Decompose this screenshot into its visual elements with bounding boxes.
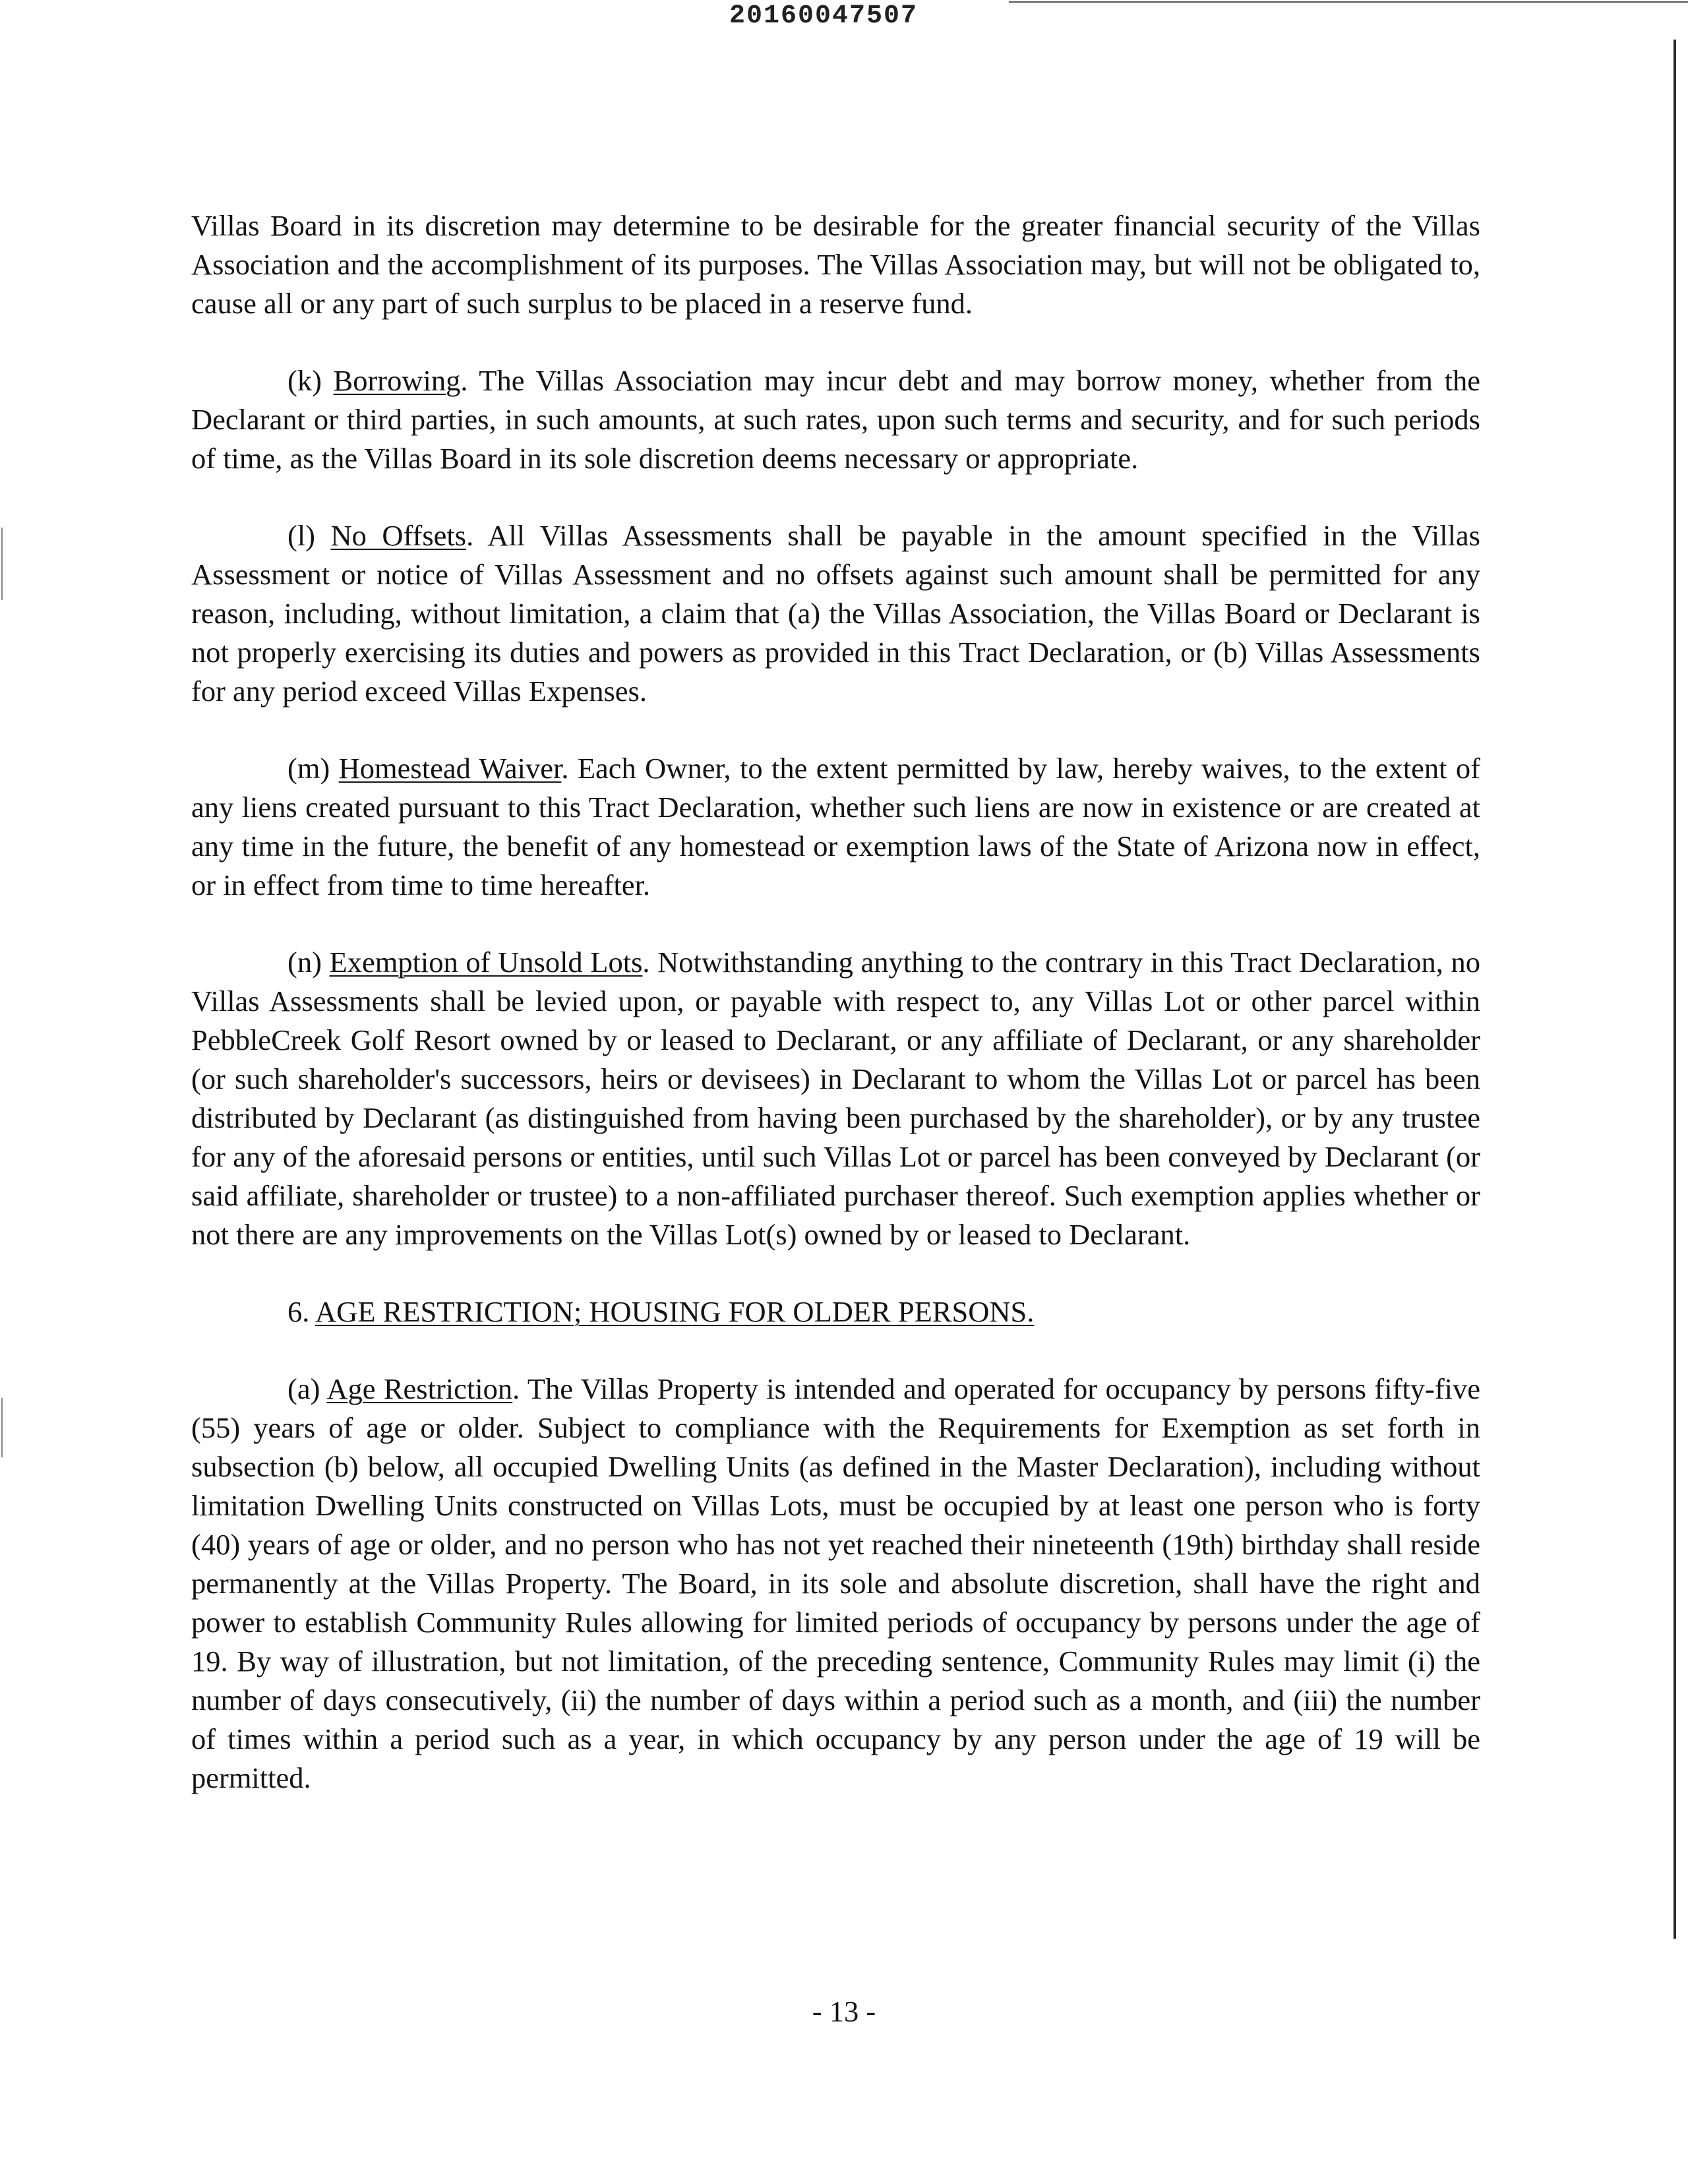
- document-body: [191, 206, 1480, 1798]
- paragraph-label: (k): [287, 364, 322, 397]
- paragraph-title: Borrowing: [333, 364, 461, 397]
- paragraph-text: . Each Owner, to the extent permitted by law, hereby waives, to the extent of any liens created pursuant to this Tract Declaration, whether such liens are now in existence or are created at any time in the future, the benefit of any homestead or exemption laws of the State of Arizona now in effect, or in effect from time to time hereafter.: [191, 752, 1480, 901]
- paragraph-title: Homestead Waiver: [338, 752, 562, 785]
- top-border-line: [1009, 1, 1688, 3]
- paragraph-j-continuation: [191, 206, 1480, 323]
- paragraph-m-homestead-waiver: [191, 749, 1480, 905]
- left-scan-mark: [1, 1398, 3, 1457]
- paragraph-label: (m): [287, 752, 330, 785]
- paragraph-title: Exemption of Unsold Lots: [329, 946, 643, 979]
- paragraph-k-borrowing: [191, 361, 1480, 478]
- document-number: 20160047507: [729, 1, 919, 31]
- section-number: 6.: [287, 1295, 310, 1328]
- right-scan-edge: [1673, 40, 1676, 1939]
- paragraph-text: . Notwithstanding anything to the contrary in this Tract Declaration, no Villas Assessments shall be levied upon, or payable with respect to, any Villas Lot or other parcel within PebbleCreek Golf Resort owned by or leased to Declarant, or any affiliate of Declarant, or any shareholder (or such shareholder's successors, heirs or devisees) in Declarant to whom the Villas Lot or parcel has been distributed by Declarant (as distinguished from having been purchased by the shareholder), or by any trustee for any of the aforesaid persons or entities, until such Villas Lot or parcel has been conveyed by Declarant (or said affiliate, shareholder or trustee) to a non-affiliated purchaser thereof. Such exemption applies whether or not there are any improvements on the Villas Lot(s) owned by or leased to Declarant.: [191, 946, 1480, 1251]
- paragraph-label: (a): [287, 1372, 320, 1405]
- paragraph-label: (n): [287, 946, 322, 979]
- paragraph-6a-age-restriction: [191, 1370, 1480, 1798]
- paragraph-text: . All Villas Assessments shall be payable in the amount specified in the Villas Assessment or notice of Villas Assessment and no offsets against such amount shall be permitted for any reason, including, without limitation, a claim that (a) the Villas Association, the Villas Board or Declarant is not properly exercising its duties and powers as provided in this Tract Declaration, or (b) Villas Assessments for any period exceed Villas Expenses.: [191, 519, 1481, 708]
- paragraph-label: (l): [287, 519, 316, 552]
- paragraph-title: Age Restriction: [326, 1372, 513, 1405]
- paragraph-text: . The Villas Property is intended and operated for occupancy by persons fifty-five (55) years of age or older. Subject to compliance with the Requirements for Exemption as set forth in subsection (b) below, all occupied Dwelling Units (as defined in the Master Declaration), including without limitation Dwelling Units constructed on Villas Lots, must be occupied by at least one person who is forty (40) years of age or older, and no person who has not yet reached their nineteenth (19th) birthday shall reside permanently at the Villas Property. The Board, in its sole and absolute discretion, shall have the right and power to establish Community Rules allowing for limited periods of occupancy by persons under the age of 19. By way of illustration, but not limitation, of the preceding sentence, Community Rules may limit (i) the number of days consecutively, (ii) the number of days within a period such as a month, and (iii) the number of times within a period such as a year, in which occupancy by any person under the age of 19 will be permitted.: [191, 1372, 1481, 1794]
- paragraph-text: Villas Board in its discretion may determine to be desirable for the greater financial security of the Villas Association and the accomplishment of its purposes. The Villas Association may, but will not be obligated to, cause all or any part of such surplus to be placed in a reserve fund.: [191, 209, 1480, 320]
- paragraph-n-exemption: [191, 943, 1480, 1254]
- section-title: AGE RESTRICTION; HOUSING FOR OLDER PERSONS: [315, 1295, 1027, 1328]
- section-punct: .: [1027, 1295, 1035, 1328]
- page-number: - 13 -: [812, 1995, 876, 2028]
- left-scan-mark: [1, 528, 3, 600]
- paragraph-l-no-offsets: [191, 516, 1480, 711]
- section-6-heading: [191, 1292, 1480, 1331]
- paragraph-text: . The Villas Association may incur debt and may borrow money, whether from the Declarant or third parties, in such amounts, at such rates, upon such terms and security, and for such periods of time, as the Villas Board in its sole discretion deems necessary or appropriate.: [191, 364, 1480, 475]
- paragraph-title: No Offsets: [330, 519, 467, 552]
